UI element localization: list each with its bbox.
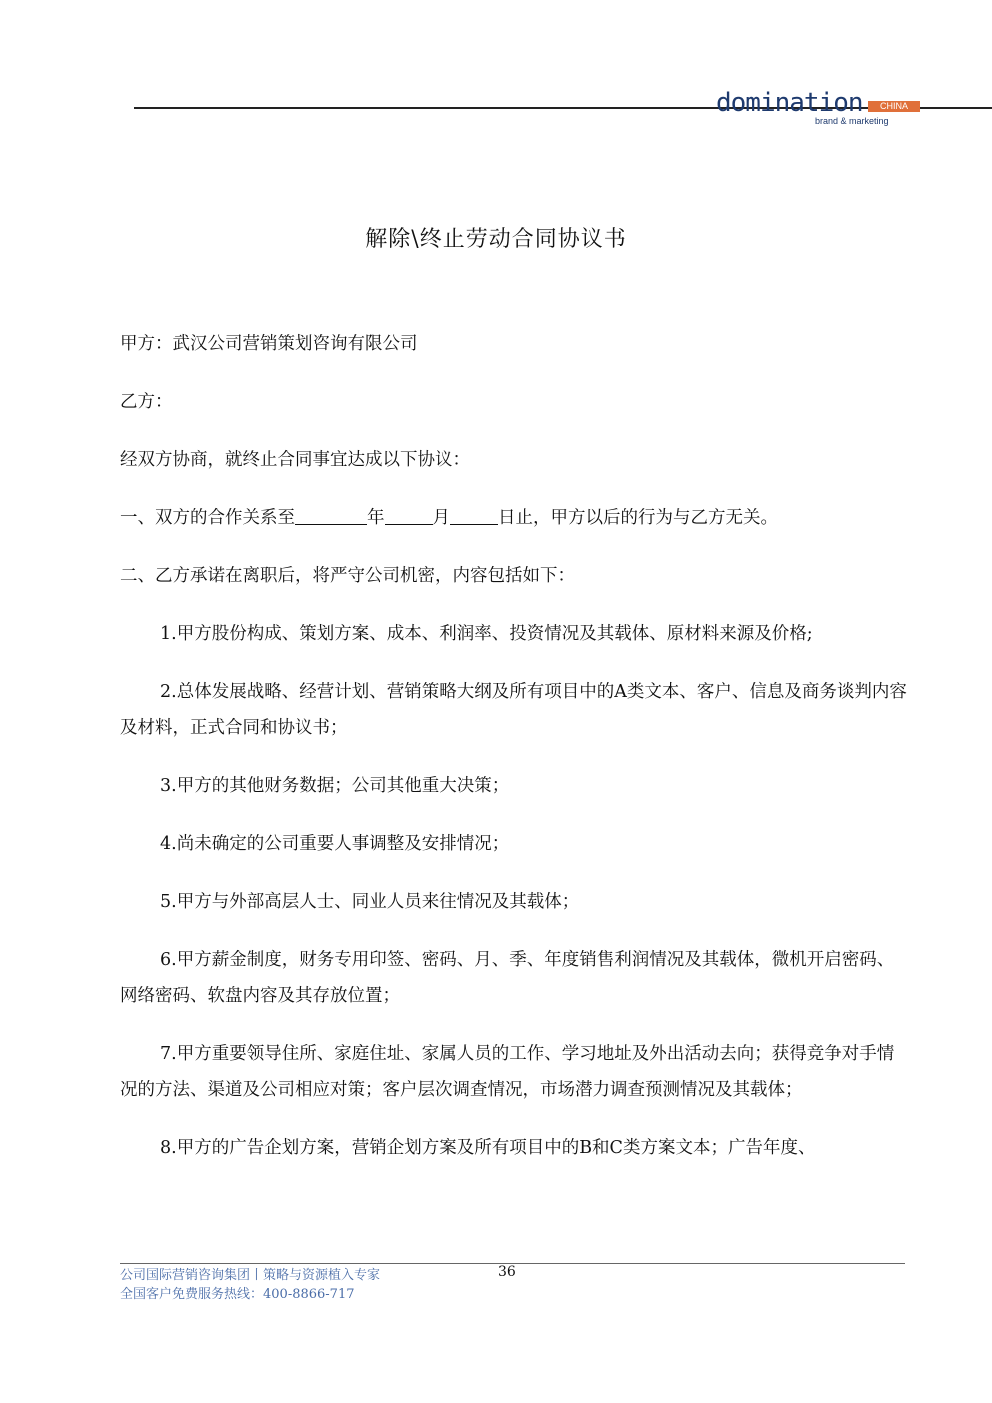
- year-blank: [295, 506, 367, 525]
- list-item: 6.甲方薪金制度，财务专用印签、密码、月、季、年度销售利润情况及其载体，微机开启密码、网络密码、软盘内容及其存放位置；: [120, 950, 895, 1006]
- document-title: 解除\终止劳动合同协议书: [365, 227, 627, 252]
- clause-1: [120, 504, 910, 532]
- footer-hotline: 全国客户免费服务热线：400-8866-717: [120, 1287, 355, 1302]
- list-item: 5.甲方与外部高层人士、同业人员来往情况及其载体；: [160, 892, 580, 912]
- logo-badge: CHINA: [868, 101, 920, 112]
- intro-paragraph: 经双方协商，就终止合同事宜达成以下协议：: [120, 450, 470, 470]
- logo-wordmark: domination: [716, 88, 863, 118]
- party-a: 甲方：武汉公司营销策划咨询有限公司: [120, 334, 418, 354]
- party-b: 乙方：: [120, 392, 173, 412]
- clause-2: 二、乙方承诺在离职后，将严守公司机密，内容包括如下：: [120, 566, 575, 586]
- list-item: 7.甲方重要领导住所、家庭住址、家属人员的工作、学习地址及外出活动去向；获得竞争对手情况的方法、渠道及公司相应对策；客户层次调查情况，市场潜力调查预测情况及其载体；: [120, 1044, 895, 1100]
- clause-1-after: 日止，甲方以后的行为与乙方无关。: [498, 508, 778, 528]
- month-blank: [385, 506, 433, 525]
- list-item: 8.甲方的广告企划方案，营销企划方案及所有项目中的B和C类方案文本；广告年度、: [160, 1138, 816, 1158]
- page-number: 36: [498, 1264, 516, 1280]
- list-item: 2.总体发展战略、经营计划、营销策略大纲及所有项目中的A类文本、客户、信息及商务谈判内容及材料，正式合同和协议书；: [120, 682, 907, 738]
- logo-tagline: brand & marketing: [815, 116, 889, 126]
- clause-1-year: 年: [367, 508, 385, 528]
- footer-info: [120, 1266, 380, 1304]
- clause-1-before: 一、双方的合作关系至: [120, 508, 295, 528]
- document-body: [120, 330, 910, 1192]
- list-item: 4.尚未确定的公司重要人事调整及安排情况；: [160, 834, 510, 854]
- clause-1-month: 月: [432, 508, 450, 528]
- list-item: 3.甲方的其他财务数据；公司其他重大决策；: [160, 776, 510, 796]
- list-item: 1.甲方股份构成、策划方案、成本、利润率、投资情况及其载体、原材料来源及价格;: [160, 624, 813, 644]
- footer-company-line: 公司国际营销咨询集团丨策略与资源植入专家: [120, 1268, 381, 1283]
- company-logo: [712, 88, 912, 130]
- day-blank: [450, 506, 498, 525]
